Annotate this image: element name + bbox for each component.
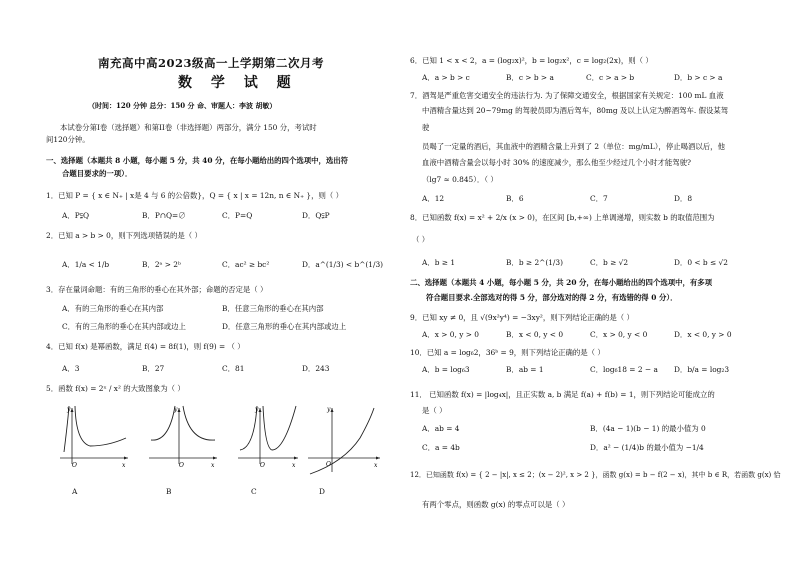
q7-opt-b: B．6 xyxy=(506,194,524,203)
graph-a-origin: O xyxy=(72,462,77,469)
q10-stem: 10．已知 a = log₆2，36ᵇ = 9，则下列结论正确的是（ ） xyxy=(410,348,605,357)
q11-opt-c: C．a = 4b xyxy=(422,443,460,452)
q4-opt-a: A．3 xyxy=(62,364,80,373)
q11-opt-a: A．ab = 4 xyxy=(422,424,460,433)
q1-opt-d: D．Q⫋P xyxy=(302,211,330,220)
graph-d-y-label: y xyxy=(327,406,331,413)
q5-stem: 5．函数 f(x) = 2ˣ / x² 的大致图象为（ ） xyxy=(46,384,185,393)
q1-opt-c: C．P=Q xyxy=(222,211,253,220)
exam-meta: （时间：120 分钟 总分：150 分 命、审题人：李波 胡敏） xyxy=(88,101,277,110)
q9-opt-b: B．x < 0, y < 0 xyxy=(506,330,564,339)
graph-d-x-label: x xyxy=(374,462,378,469)
graph-b-y-label: y xyxy=(174,406,178,413)
exam-title: 南充高中高2023级高一上学期第二次月考 xyxy=(98,56,325,70)
section-1-heading: 一、选择题（本题共 8 小题，每小题 5 分，共 40 分，在每小题给出的四个选项中，选出符 xyxy=(46,156,349,165)
q2-opt-d: D．a^(1/3) < b^(1/3) xyxy=(302,260,384,269)
section-2-heading: 二、选择题（本题共 4 小题，每小题 5 分，共 20 分，在每小题给出的四个选项中，有多项 xyxy=(410,278,713,287)
left-column xyxy=(46,0,398,561)
q9-stem: 9．已知 xy ≠ 0，且 √(9x²y⁴) = −3xy²，则下列结论正确的是（ ） xyxy=(410,313,634,322)
graph-c-origin: O xyxy=(260,462,265,469)
graph-c-x-label: x xyxy=(292,462,296,469)
q7-line-2: 中酒精含量达到 20~79mg 的驾驶员即为酒后驾车，80mg 及以上认定为醉酒驾车. 假设某驾 xyxy=(422,106,729,115)
q8-opt-a: A．b ≥ 1 xyxy=(422,258,456,267)
q7-opt-c: C．7 xyxy=(590,194,608,203)
q11-stem: 11． 已知函数 f(x) = |log₄x|，且正实数 a, b 满足 f(a) + f(b) = 1，则下列结论可能成立的 xyxy=(410,390,715,399)
q9-opt-c: C．x > 0, y < 0 xyxy=(590,330,648,339)
intro-line-2: 间120分钟。 xyxy=(46,135,90,144)
q1-stem: 1．已知 P = { x ∈ N₊ | x是 4 与 6 的公倍数}，Q = { x | x = 12n, n ∈ N₊ }，则（ ） xyxy=(46,191,343,200)
q2-opt-c: C．ac² ≥ bc² xyxy=(222,260,270,269)
q10-opt-d: D．b/a = log₂3 xyxy=(674,365,730,374)
q11-opt-d: D．a² − (1/4)b 的最小值为 −1/4 xyxy=(590,443,704,452)
q8-paren: （ ） xyxy=(412,235,430,244)
q7-line-5: 血液中酒精含量会以每小时 30% 的速度减少，那么他至少经过几个小时才能驾驶? xyxy=(422,158,691,167)
q7-line-3: 驶 xyxy=(422,123,430,132)
q6-opt-a: A．a > b > c xyxy=(422,73,470,82)
graph-a-x-label: x xyxy=(122,462,126,469)
q7-line-1: 7．酒驾是严重危害交通安全的违法行为. 为了保障交通安全，根据国家有关规定：100 mL 血液 xyxy=(410,91,724,100)
graph-a-y-label: y xyxy=(67,406,71,413)
right-column xyxy=(410,0,781,561)
q7-opt-d: D．8 xyxy=(674,194,693,203)
q7-opt-a: A．12 xyxy=(422,194,445,203)
q8-opt-c: C．b ≥ √2 xyxy=(590,258,629,267)
graph-c-y-label: y xyxy=(255,406,259,413)
section-2-heading-cont: 符合题目要求.全部选对的得 5 分，部分选对的得 2 分，有选错的得 0 分）． xyxy=(426,293,678,302)
q6-opt-b: B．c > b > a xyxy=(506,73,554,82)
q5-graphs xyxy=(46,402,398,502)
q12-stem: 12．已知函数 f(x) = { 2 − |x|, x ≤ 2；(x − 2)², x > 2 }，函数 g(x) = b − f(2 − x)，其中 b ∈ R，若函数 g(x) 恰 xyxy=(410,471,781,479)
q2-stem: 2．已知 a > b > 0，则下列选项错误的是（ ） xyxy=(46,231,202,240)
q7-line-6: （lg7 ≈ 0.845）．（ ） xyxy=(422,175,498,184)
q6-opt-c: C．c > a > b xyxy=(586,73,635,82)
q10-opt-b: B．ab = 1 xyxy=(506,365,544,374)
q6-opt-d: D．b > c > a xyxy=(674,73,723,82)
q8-stem: 8．已知函数 f(x) = x² + 2/x (x > 0)，在区间 [b,+∞) 上单调递增，则实数 b 的取值范围为 xyxy=(410,213,715,222)
q9-opt-d: D．x < 0, y > 0 xyxy=(674,330,732,339)
q6-stem: 6．已知 1 < x < 2，a = (log₂x)²，b = log₂x²，c = log₂(2x)，则（ ） xyxy=(410,56,653,65)
q10-opt-a: A．b = log₆3 xyxy=(422,365,470,374)
q4-stem: 4．已知 f(x) 是幂函数，满足 f(4) = 8f(1)，则 f(9) = （ ） xyxy=(46,342,245,351)
graph-d xyxy=(308,406,380,474)
graph-d-origin: O xyxy=(326,461,331,468)
graph-label-d: D xyxy=(319,487,325,496)
q2-opt-b: B．2ᵃ > 2ᵇ xyxy=(142,260,181,269)
graph-b xyxy=(149,406,217,469)
graph-c xyxy=(238,406,298,469)
q3-opt-c: C．有的三角形的垂心在其内部或边上 xyxy=(62,322,186,331)
section-1-heading-cont: 合题目要求的一项）． xyxy=(62,169,133,178)
q4-opt-d: D．243 xyxy=(302,364,330,373)
q1-opt-b: B．P∩Q=∅ xyxy=(142,211,186,220)
intro-line-1: 本试卷分第I卷（选择题）和第II卷（非选择题）两部分，满分 150 分，考试时 xyxy=(60,123,317,132)
q3-stem: 3．存在量词命题：有的三角形的垂心在其外部；命题的否定是（ ） xyxy=(46,285,268,294)
q3-opt-d: D．任意三角形的垂心在其内部或边上 xyxy=(222,322,347,331)
q11-tail: 是（ ） xyxy=(422,406,447,415)
q9-opt-a: A．x > 0, y > 0 xyxy=(422,330,479,339)
q11-opt-b: B．(4a − 1)(b − 1) 的最小值为 0 xyxy=(590,424,706,433)
q3-opt-a: A．有的三角形的垂心在其内部 xyxy=(62,304,164,313)
q1-opt-a: A．P⫋Q xyxy=(62,211,90,220)
q2-opt-a: A．1/a < 1/b xyxy=(62,260,110,269)
graph-label-c: C xyxy=(251,487,257,496)
graph-label-a: A xyxy=(72,487,78,496)
q8-opt-b: B．b ≥ 2^(1/3) xyxy=(506,258,563,267)
graph-a xyxy=(60,406,128,469)
q8-opt-d: D．0 < b ≤ √2 xyxy=(674,258,728,267)
graph-label-b: B xyxy=(166,487,172,496)
q3-opt-b: B．任意三角形的垂心在其内部 xyxy=(222,304,324,313)
subject-title: 数 学 试 题 xyxy=(178,75,298,91)
q4-opt-b: B．27 xyxy=(142,364,165,373)
q4-opt-c: C．81 xyxy=(222,364,245,373)
q12-tail: 有两个零点，则函数 g(x) 的零点可以是（ ） xyxy=(422,500,570,509)
q7-line-4: 员喝了一定量的酒后，其血液中的酒精含量上升到了 2（单位：mg/mL），停止喝酒以后，他 xyxy=(422,142,725,151)
q10-opt-c: C．log₆18 = 2 − a xyxy=(590,365,658,374)
graph-b-x-label: x xyxy=(211,462,215,469)
graph-b-origin: O xyxy=(179,462,184,469)
